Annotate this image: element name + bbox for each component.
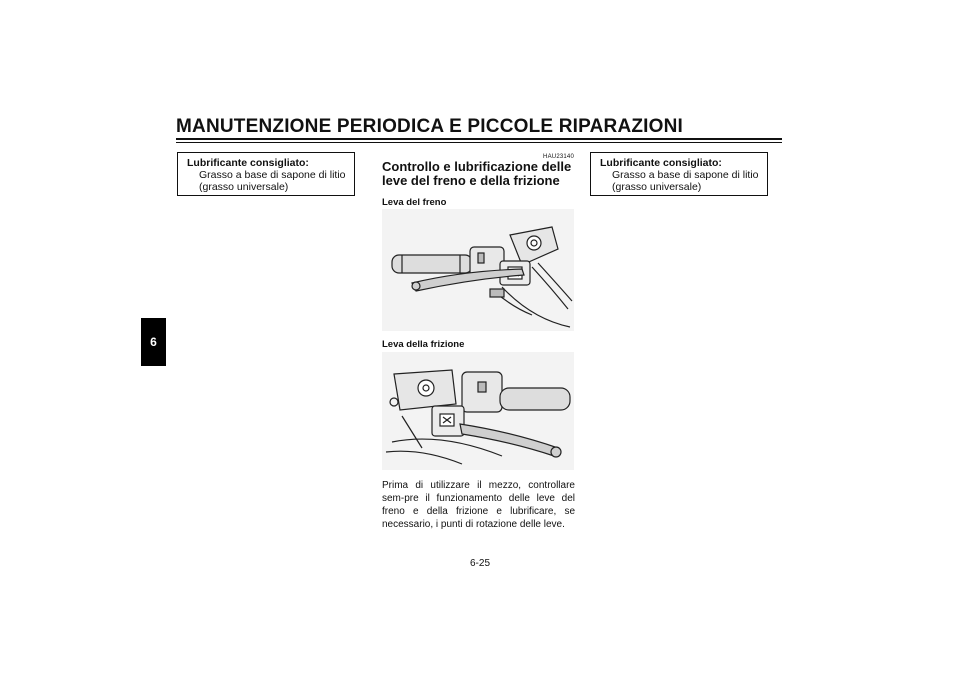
header-rule-thin [176,142,782,143]
note-text-line: (grasso universale) [199,181,289,193]
lubricant-note-left [177,152,355,196]
section-title: Controllo e lubrificazione delle leve del freno e della frizione [382,159,572,188]
section-code: HAU23140 [543,154,574,160]
note-text-line: (grasso universale) [612,181,702,193]
note-label: Lubrificante consigliato: [187,157,309,169]
header-rule-thick [176,138,782,140]
brake-lever-illustration [382,209,574,331]
brake-lever-figure-label: Leva del freno [382,197,447,208]
chapter-tab-label: 6 [150,335,157,349]
note-label: Lubrificante consigliato: [600,157,722,169]
note-text-line: Grasso a base di sapone di litio [612,169,759,181]
clutch-lever-figure-label: Leva della frizione [382,339,465,350]
clutch-lever-illustration [382,352,574,470]
note-text-line: Grasso a base di sapone di litio [199,169,346,181]
page-number: 6-25 [469,558,490,569]
clutch-lever-drawing [382,352,574,470]
chapter-tab [141,318,166,366]
lubricant-note-right [590,152,768,196]
page-header-title: MANUTENZIONE PERIODICA E PICCOLE RIPARAZIONI [176,116,684,137]
brake-lever-drawing [382,209,574,331]
lever-check-instructions: Prima di utilizzare il mezzo, controllare sem-pre il funzionamento delle leve del freno e della frizione e lubrificare, se necessario, i punti di rotazione delle leve. [382,480,575,530]
